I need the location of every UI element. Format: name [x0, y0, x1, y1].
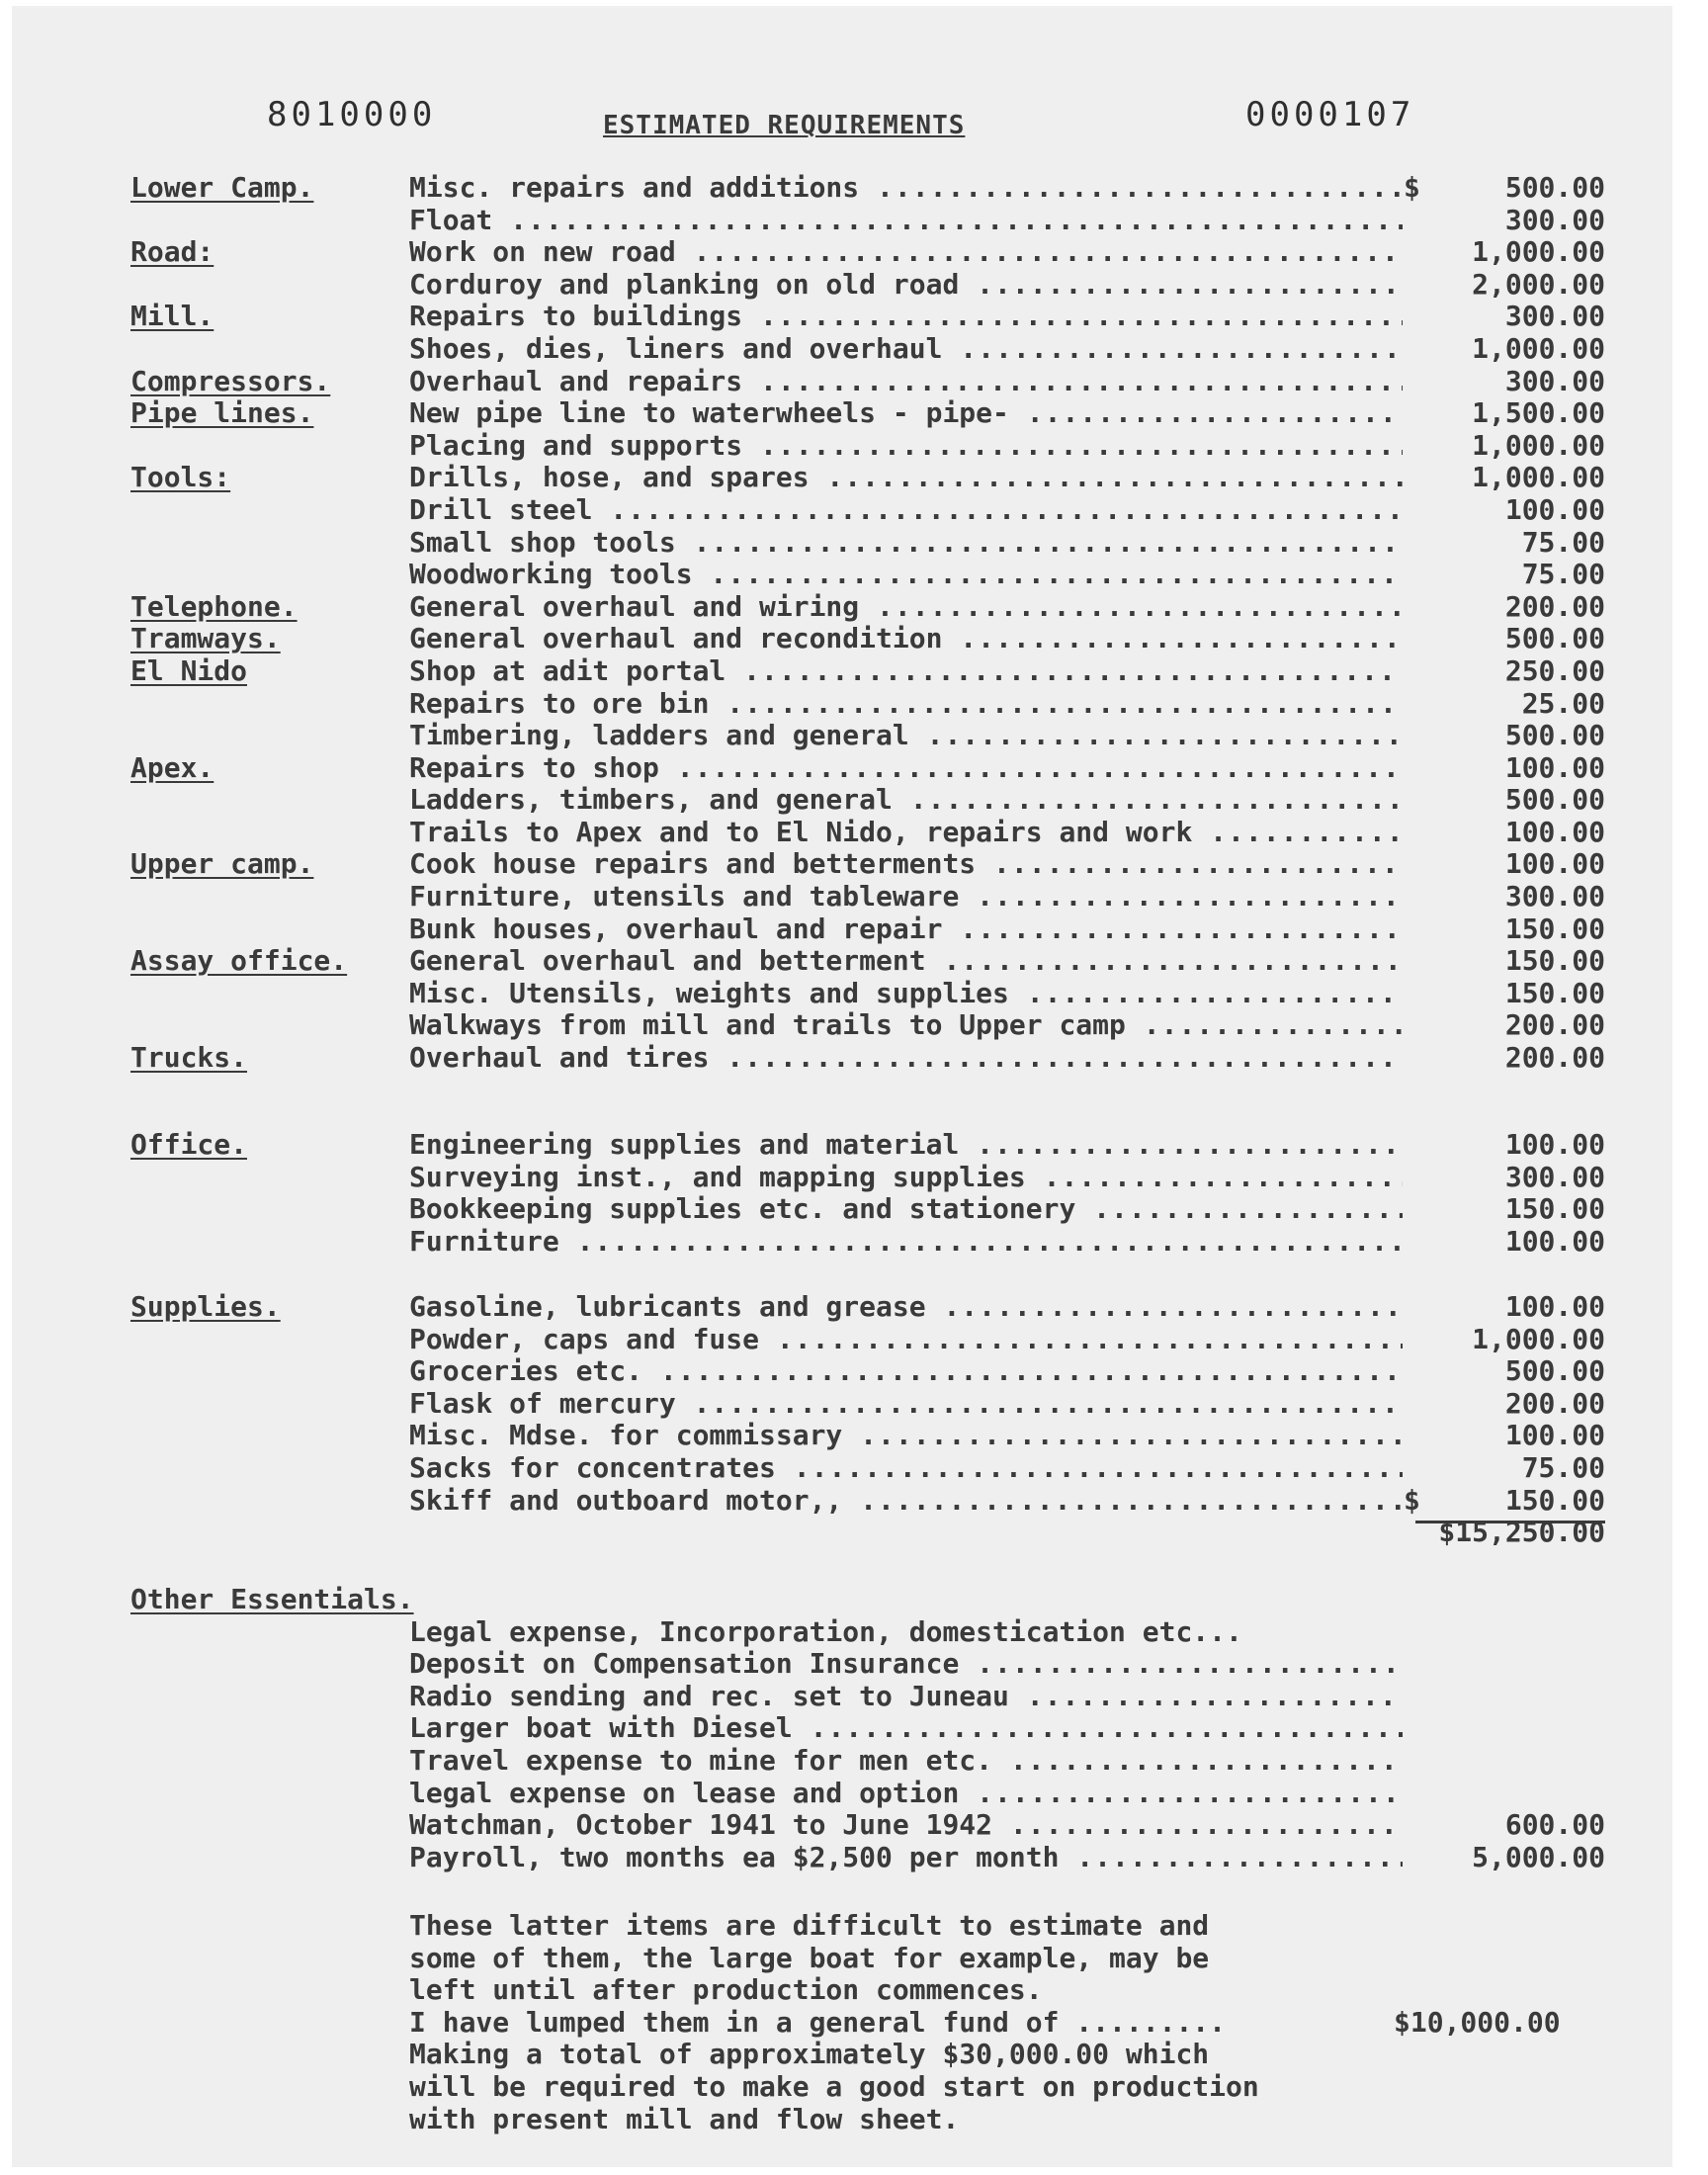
- item-description: General overhaul and wiring .....: [409, 591, 1403, 624]
- category-label: Mill.: [130, 300, 214, 333]
- item-description: Misc. repairs and additions .....: [409, 172, 1403, 205]
- item-amount: 200.00: [1504, 1041, 1605, 1075]
- paragraph-line: will be required to make a good start on production: [409, 2069, 1259, 2103]
- list-item: [12, 655, 1672, 688]
- list-item: [12, 1745, 1672, 1778]
- item-description: Placing and supports .....: [409, 430, 1403, 463]
- supplies-section: [12, 1291, 1672, 1549]
- item-amount: 150.00: [1504, 1192, 1605, 1226]
- item-description: Radio sending and rec. set to Juneau .....: [409, 1681, 1403, 1713]
- item-description: Repairs to shop .....: [409, 752, 1403, 785]
- other-essentials-section: [12, 1584, 1672, 1873]
- category-label: Office.: [130, 1128, 248, 1161]
- item-amount: 5,000.00: [1472, 1840, 1605, 1873]
- item-amount: 100.00: [1504, 750, 1605, 784]
- list-item: [12, 881, 1672, 914]
- item-amount: 500.00: [1504, 622, 1605, 655]
- item-description: Deposit on Compensation Insurance .....: [409, 1648, 1403, 1681]
- item-amount: 500.00: [1504, 719, 1605, 752]
- item-description: Work on new road .....: [409, 236, 1403, 269]
- list-item: [12, 1009, 1672, 1042]
- category-label: Other Essentials.: [130, 1583, 414, 1615]
- paragraph-line: some of them, the large boat for example, may be: [409, 1941, 1210, 1974]
- item-description: Walkways from mill and trails to Upper camp .....: [409, 1009, 1403, 1042]
- item-description: Larger boat with Diesel .....: [409, 1712, 1403, 1745]
- item-description: legal expense on lease and option .....: [409, 1778, 1403, 1810]
- list-item: [12, 784, 1672, 817]
- item-description: Sacks for concentrates .....: [409, 1452, 1403, 1485]
- list-item: [12, 978, 1672, 1010]
- list-item: [12, 1226, 1672, 1259]
- item-description: Bookkeeping supplies etc. and stationery .....: [409, 1193, 1403, 1226]
- list-item: [12, 462, 1672, 494]
- list-item: [12, 1193, 1672, 1226]
- item-amount: 300.00: [1504, 203, 1605, 236]
- item-amount: 300.00: [1504, 300, 1605, 333]
- requirements-list: [12, 172, 1672, 1075]
- list-item: [12, 494, 1672, 527]
- item-amount: 25.00: [1521, 686, 1605, 720]
- list-item: [12, 688, 1672, 721]
- list-item: [12, 236, 1672, 269]
- list-item: [12, 1452, 1672, 1485]
- list-item: [12, 945, 1672, 978]
- document-code-right: 0000107: [1245, 95, 1415, 134]
- item-description: Legal expense, Incorporation, domestication etc...: [409, 1615, 1242, 1648]
- item-amount: 100.00: [1504, 1128, 1605, 1161]
- paragraph-line: Making a total of approximately $30,000.00 which: [409, 2038, 1210, 2071]
- item-amount: 300.00: [1504, 364, 1605, 397]
- page-title: ESTIMATED REQUIREMENTS: [603, 111, 966, 140]
- item-amount: 1,000.00: [1472, 461, 1605, 494]
- paragraph-line: [409, 2005, 1561, 2040]
- list-item: [12, 817, 1672, 849]
- item-amount: 100.00: [1504, 1224, 1605, 1258]
- list-item: [12, 1162, 1672, 1194]
- item-description: Watchman, October 1941 to June 1942 .....: [409, 1809, 1403, 1842]
- list-item: [12, 1388, 1672, 1421]
- subtotal-amount: $15,250.00: [1438, 1516, 1605, 1549]
- fund-amount: $10,000.00: [1394, 2005, 1561, 2039]
- item-amount: 600.00: [1504, 1808, 1605, 1842]
- item-description: Shoes, dies, liners and overhaul .....: [409, 333, 1403, 366]
- list-item: [12, 333, 1672, 366]
- item-amount: 200.00: [1504, 1008, 1605, 1042]
- fund-text: I have lumped them in a general fund of .........: [409, 2005, 1227, 2039]
- list-item: [12, 1712, 1672, 1745]
- item-description: Flask of mercury .....: [409, 1388, 1403, 1421]
- list-item: [12, 559, 1672, 591]
- list-item: [12, 1842, 1672, 1874]
- item-description: Shop at adit portal .....: [409, 655, 1403, 688]
- item-amount: 100.00: [1504, 1290, 1605, 1323]
- item-amount: 1,500.00: [1472, 396, 1605, 430]
- item-description: Corduroy and planking on old road .....: [409, 269, 1403, 302]
- item-description: Drills, hose, and spares .....: [409, 462, 1403, 494]
- item-description: Repairs to ore bin .....: [409, 688, 1403, 721]
- list-item: [12, 848, 1672, 881]
- item-description: Timbering, ladders and general .....: [409, 720, 1403, 752]
- category-label: Trucks.: [130, 1041, 248, 1075]
- item-description: Engineering supplies and material .....: [409, 1129, 1403, 1162]
- item-amount: 75.00: [1521, 525, 1605, 559]
- item-description: Skiff and outboard motor,, .....: [409, 1485, 1403, 1518]
- item-amount: 200.00: [1504, 1386, 1605, 1420]
- list-item: [12, 1042, 1672, 1075]
- item-description: Drill steel .....: [409, 494, 1403, 527]
- item-amount: 500.00: [1504, 783, 1605, 817]
- category-label: Road:: [130, 235, 214, 269]
- item-description: Misc. Mdse. for commissary .....: [409, 1420, 1403, 1452]
- item-description: Gasoline, lubricants and grease .....: [409, 1291, 1403, 1324]
- item-description: New pipe line to waterwheels - pipe- .....: [409, 397, 1403, 430]
- list-item: [12, 527, 1672, 560]
- list-item: [12, 1485, 1672, 1518]
- item-amount: 100.00: [1504, 1419, 1605, 1452]
- category-label: Compressors.: [130, 364, 331, 397]
- closing-paragraph: [409, 1909, 1561, 2135]
- list-item: [12, 1129, 1672, 1162]
- list-item: [12, 752, 1672, 785]
- list-item: [12, 205, 1672, 237]
- item-amount: 300.00: [1504, 1160, 1605, 1193]
- item-amount: 1,000.00: [1472, 1322, 1605, 1355]
- list-item: [12, 1681, 1672, 1713]
- item-description: Float .....: [409, 205, 1403, 237]
- list-item: [12, 172, 1672, 205]
- item-description: Woodworking tools .....: [409, 559, 1403, 591]
- list-item: [12, 1809, 1672, 1842]
- item-amount: 100.00: [1504, 847, 1605, 881]
- list-item: [12, 1291, 1672, 1324]
- item-description: General overhaul and recondition .....: [409, 623, 1403, 655]
- paragraph-line: These latter items are difficult to estimate and: [409, 1909, 1210, 1942]
- item-description: Groceries etc. .....: [409, 1355, 1403, 1388]
- paragraph-line: with present mill and flow sheet.: [409, 2102, 960, 2135]
- paragraph-line: left until after production commences.: [409, 1973, 1043, 2007]
- category-label: El Nido: [130, 653, 248, 687]
- list-item: [12, 591, 1672, 624]
- list-item: [12, 1420, 1672, 1452]
- category-label: Tramways.: [130, 622, 281, 655]
- item-description: Furniture, utensils and tableware .....: [409, 881, 1403, 914]
- list-item: [12, 623, 1672, 655]
- list-item: [12, 269, 1672, 302]
- category-label: Assay office.: [130, 944, 348, 978]
- item-description: Travel expense to mine for men etc. .....: [409, 1745, 1403, 1778]
- document-page: [12, 6, 1672, 2167]
- office-section: [12, 1129, 1672, 1258]
- category-label: Lower Camp.: [130, 171, 314, 204]
- item-description: Powder, caps and fuse .....: [409, 1324, 1403, 1356]
- item-amount: 75.00: [1521, 558, 1605, 591]
- item-amount: 500.00: [1504, 171, 1605, 204]
- category-label: Upper camp.: [130, 847, 314, 881]
- subtotal-row: [12, 1517, 1672, 1549]
- item-description: Payroll, two months ea $2,500 per month .....: [409, 1842, 1403, 1874]
- list-item: [12, 1648, 1672, 1681]
- list-item: [12, 1616, 1672, 1649]
- item-description: Misc. Utensils, weights and supplies .....: [409, 978, 1403, 1010]
- item-amount: 2,000.00: [1472, 267, 1605, 301]
- item-description: Overhaul and tires .....: [409, 1042, 1403, 1075]
- item-description: General overhaul and betterment .....: [409, 945, 1403, 978]
- list-item: [12, 720, 1672, 752]
- item-description: Cook house repairs and betterments .....: [409, 848, 1403, 881]
- list-item: [12, 1355, 1672, 1388]
- item-amount: 500.00: [1504, 1354, 1605, 1388]
- category-label: Apex.: [130, 750, 214, 784]
- item-amount: 75.00: [1521, 1450, 1605, 1484]
- item-amount: 100.00: [1504, 492, 1605, 526]
- list-item: [12, 914, 1672, 946]
- item-description: Surveying inst., and mapping supplies .....: [409, 1162, 1403, 1194]
- category-label: Supplies.: [130, 1290, 281, 1323]
- item-description: Bunk houses, overhaul and repair .....: [409, 914, 1403, 946]
- list-item: [12, 1324, 1672, 1356]
- item-amount: 250.00: [1504, 653, 1605, 687]
- list-item: [12, 1778, 1672, 1810]
- list-item: [12, 366, 1672, 398]
- item-description: Trails to Apex and to El Nido, repairs and work .....: [409, 817, 1403, 849]
- list-item: [12, 301, 1672, 333]
- dollar-sign: $: [1404, 1483, 1420, 1517]
- category-label: Pipe lines.: [130, 396, 314, 430]
- item-description: Furniture .....: [409, 1226, 1403, 1259]
- list-item: [12, 397, 1672, 430]
- item-amount: 300.00: [1504, 880, 1605, 914]
- item-amount: 150.00: [1504, 944, 1605, 978]
- document-code-left: 8010000: [267, 95, 437, 134]
- item-description: Ladders, timbers, and general .....: [409, 784, 1403, 817]
- item-description: Overhaul and repairs .....: [409, 366, 1403, 398]
- item-amount: 1,000.00: [1472, 428, 1605, 462]
- item-amount: 1,000.00: [1472, 235, 1605, 269]
- item-amount: 200.00: [1504, 589, 1605, 623]
- section-heading-row: [12, 1584, 1672, 1616]
- item-amount: 150.00: [1504, 912, 1605, 945]
- category-label: Tools:: [130, 461, 231, 494]
- item-amount: 1,000.00: [1472, 331, 1605, 365]
- item-description: Small shop tools .....: [409, 527, 1403, 560]
- item-amount: 150.00: [1504, 1483, 1605, 1517]
- list-item: [12, 430, 1672, 463]
- item-amount: 150.00: [1504, 976, 1605, 1009]
- category-label: Telephone.: [130, 589, 298, 623]
- dollar-sign: $: [1404, 171, 1420, 204]
- item-description: Repairs to buildings .....: [409, 301, 1403, 333]
- item-amount: 100.00: [1504, 815, 1605, 848]
